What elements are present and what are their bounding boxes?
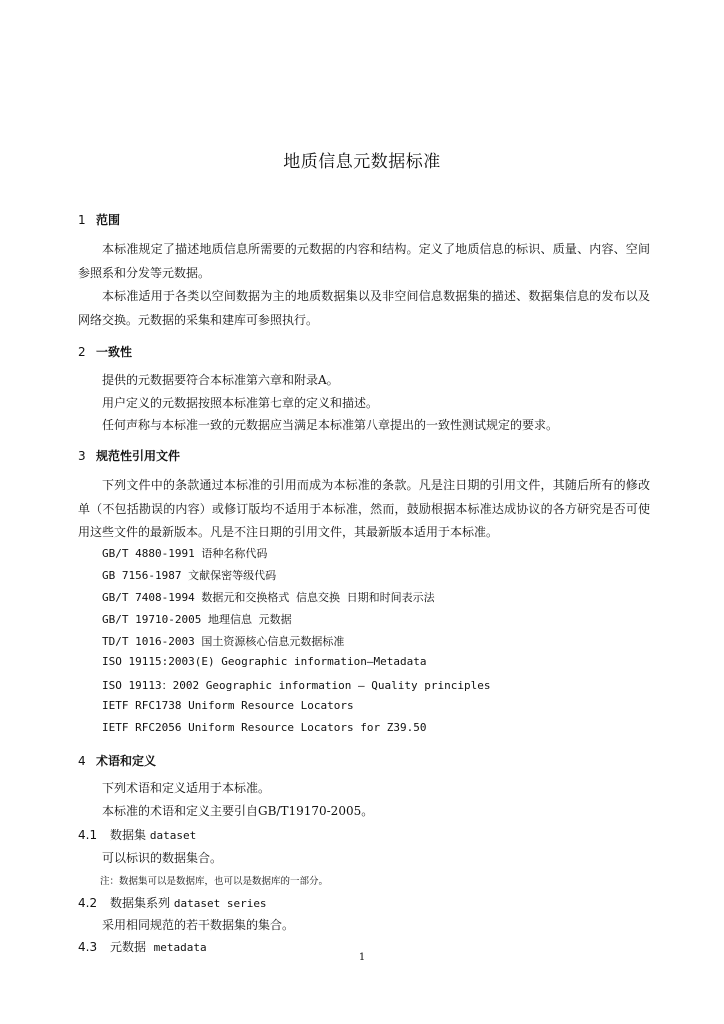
section-3-paragraph: 下列文件中的条款通过本标准的引用而成为本标准的条款。凡是注日期的引用文件，其随后所有的修改单（不包括勘误的内容）或修订版均不适用于本标准，然而，鼓励根据本标准达成协议的各方研究是否可使用这些文件的最新版本。凡是不注日期的引用文件，其最新版本适用于本标准。 [78,478,650,539]
term-en: dataset series [173,897,267,910]
term-4-1-note: 注：数据集可以是数据库，也可以是数据库的一部分。 [100,876,329,887]
term-4-1-definition: 可以标识的数据集合。 [102,851,223,865]
term-4-2-heading [78,894,267,911]
term-en: metadata [153,941,207,954]
term-zh: 元数据 [110,940,147,954]
reference-item: GB 7156-1987 文献保密等级代码 [102,569,277,582]
reference-item: IETF RFC1738 Uniform Resource Locators [102,699,354,712]
term-4-1-heading [78,826,196,843]
section-number: 1 [78,213,86,227]
section-1-paragraph-1: 本标准规定了描述地质信息所需要的元数据的内容和结构。定义了地质信息的标识、质量、内容、空间参照系和分发等元数据。 [78,242,650,280]
section-2-line-2: 用户定义的元数据按照本标准第七章的定义和描述。 [102,396,379,410]
section-4-line-2: 本标准的术语和定义主要引自GB/T19170-2005。 [102,804,374,818]
term-en: dataset [149,829,197,842]
section-number: 4 [78,754,86,768]
section-1-paragraph-2: 本标准适用于各类以空间数据为主的地质数据集以及非空间信息数据集的描述、数据集信息的发布以及网络交换。元数据的采集和建库可参照执行。 [78,289,650,327]
section-2-heading [78,343,132,360]
section-number: 3 [78,449,86,463]
section-1-heading [78,211,120,228]
reference-item: IETF RFC2056 Uniform Resource Locators for Z39.50 [102,721,427,734]
section-2-line-3: 任何声称与本标准一致的元数据应当满足本标准第八章提出的一致性测试规定的要求。 [102,418,559,432]
section-3-heading [78,447,180,464]
section-title: 术语和定义 [96,754,157,768]
reference-item: ISO 19113：2002 Geographic information – Quality principles [102,679,491,692]
section-4-line-1: 下列术语和定义适用于本标准。 [102,781,271,795]
reference-item: GB/T 4880-1991 语种名称代码 [102,547,268,560]
term-number: 4.2 [78,896,98,910]
document-title: 地质信息元数据标准 [283,152,441,172]
term-number: 4.1 [78,828,98,842]
term-number: 4.3 [78,940,98,954]
reference-item: ISO 19115:2003(E) Geographic information—Metadata [102,655,427,668]
section-4-heading [78,752,156,769]
section-2-line-1: 提供的元数据要符合本标准第六章和附录A。 [102,373,339,387]
section-number: 2 [78,345,86,359]
reference-item: GB/T 19710-2005 地理信息 元数据 [102,613,292,626]
page-number: 1 [358,952,366,963]
term-zh: 数据集 [110,828,147,842]
term-zh: 数据集系列 [110,896,171,910]
section-title: 范围 [96,213,121,227]
reference-item: TD/T 1016-2003 国土资源核心信息元数据标准 [102,635,345,648]
section-title: 规范性引用文件 [96,449,181,463]
reference-item: GB/T 7408-1994 数据元和交换格式 信息交换 日期和时间表示法 [102,591,435,604]
section-title: 一致性 [96,345,133,359]
term-4-2-definition: 采用相同规范的若干数据集的集合。 [102,918,295,932]
